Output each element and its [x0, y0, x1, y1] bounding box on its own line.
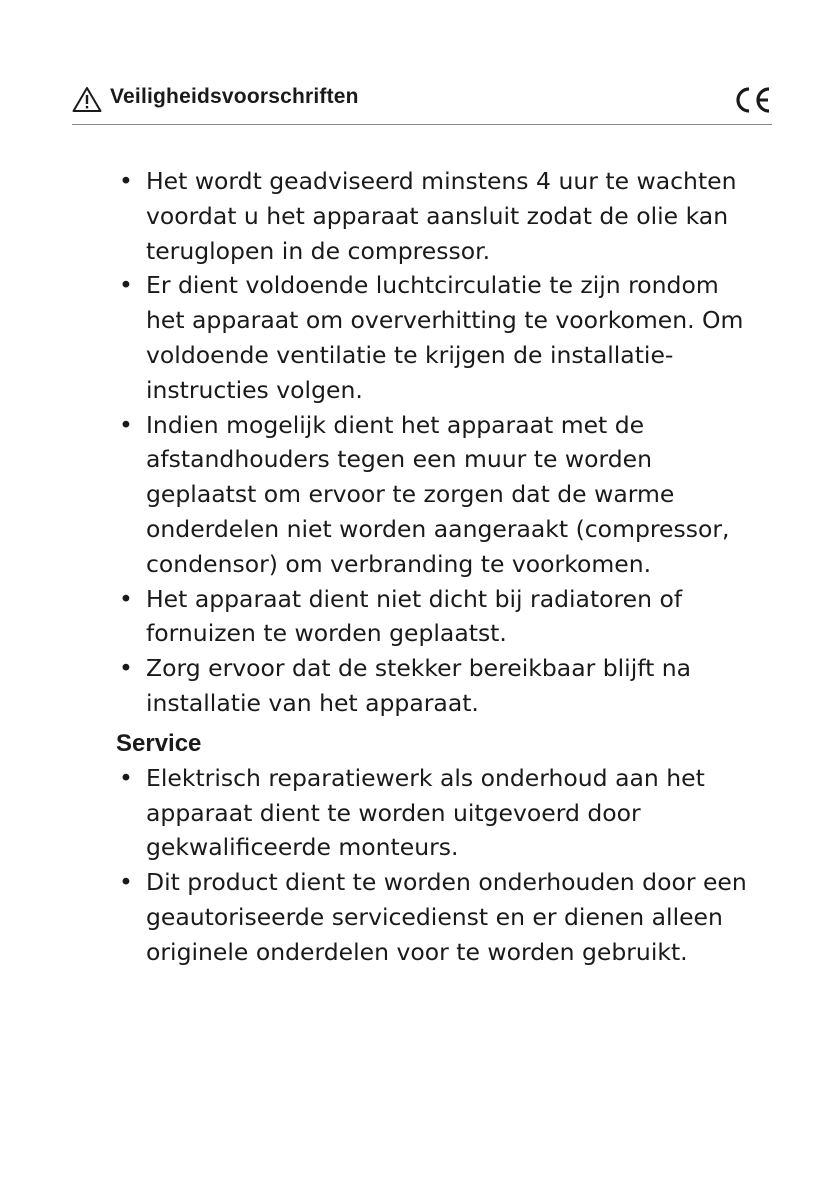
list-item: • Dit product dient te worden onderhouden door een geautoriseerde servicedienst en er dienen alleen originele onderdelen voor te worden gebruikt.	[116, 865, 756, 969]
service-list	[116, 761, 756, 970]
list-item: • Elektrisch reparatiewerk als onderhoud aan het apparaat dient te worden uitgevoerd door gekwalificeerde monteurs.	[116, 761, 756, 865]
page-title: Veiligheidsvoorschriften	[110, 85, 359, 108]
warning-triangle-icon	[72, 86, 102, 113]
ce-mark-icon	[732, 86, 772, 114]
safety-list	[116, 164, 756, 721]
main-content	[116, 164, 756, 970]
list-item: • Het wordt geadviseerd minstens 4 uur te wachten voordat u het apparaat aansluit zodat de olie kan teruglopen in de compressor.	[116, 164, 756, 268]
list-item: • Er dient voldoende luchtcirculatie te zijn rondom het apparaat om oververhitting te voorkomen. Om voldoende ventilatie te krijgen de installatie-instructies volgen.	[116, 268, 756, 407]
list-item: • Het apparaat dient niet dicht bij radiatoren of fornuizen te worden geplaatst.	[116, 582, 756, 652]
list-item: • Indien mogelijk dient het apparaat met de afstandhouders tegen een muur te worden geplaatst om ervoor te zorgen dat de warme onderdelen niet worden aangeraakt (compressor, condensor) om verbranding te voorkomen.	[116, 408, 756, 582]
page-header	[72, 80, 772, 125]
service-heading: Service	[116, 729, 202, 757]
list-item: • Zorg ervoor dat de stekker bereikbaar blijft na installatie van het apparaat.	[116, 651, 756, 721]
